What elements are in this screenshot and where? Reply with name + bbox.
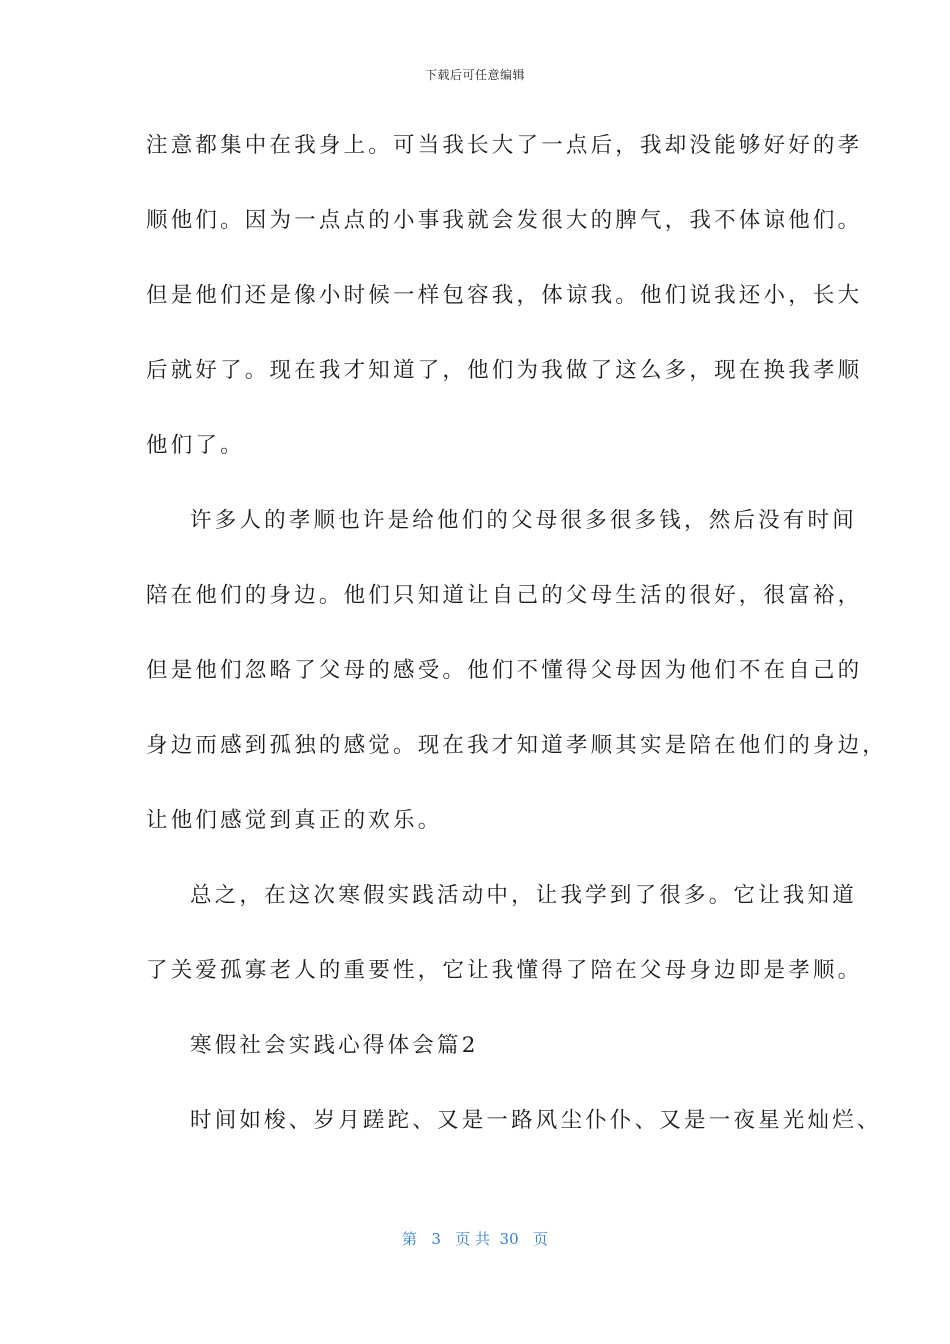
paragraph-line: 注意都集中在我身上。可当我长大了一点后，我却没能够好好的孝 xyxy=(146,133,863,158)
paragraph-line: 陪在他们的身边。他们只知道让自己的父母生活的很好，很富裕， xyxy=(146,583,863,608)
paragraph-line: 总之，在这次寒假实践活动中，让我学到了很多。它让我知道 xyxy=(190,883,857,908)
section-heading: 寒假社会实践心得体会篇2 xyxy=(190,1033,479,1058)
page-footer xyxy=(0,1228,950,1249)
paragraph-line: 他们了。 xyxy=(146,433,245,458)
document-body xyxy=(146,122,888,1172)
paragraph-line: 但是他们还是像小时候一样包容我，体谅我。他们说我还小，长大 xyxy=(146,283,863,308)
paragraph-line: 但是他们忽略了父母的感受。他们不懂得父母因为他们不在自己的 xyxy=(146,658,863,683)
page-label-middle: 页 共 xyxy=(455,1230,490,1248)
paragraph-line: 时间如梭、岁月蹉跎、又是一路风尘仆仆、又是一夜星光灿烂、 xyxy=(190,1108,882,1133)
paragraph-line: 后就好了。现在我才知道了，他们为我做了这么多，现在换我孝顺 xyxy=(146,358,863,383)
paragraph-line: 了关爱孤寡老人的重要性，它让我懂得了陪在父母身边即是孝顺。 xyxy=(146,958,863,983)
page-label-prefix: 第 xyxy=(402,1230,418,1248)
page-label-suffix: 页 xyxy=(532,1230,548,1248)
paragraph-line: 让他们感觉到真正的欢乐。 xyxy=(146,808,443,833)
paragraph-line: 身边而感到孤独的感觉。现在我才知道孝顺其实是陪在他们的身边， xyxy=(146,733,888,758)
header-note: 下载后可任意编辑 xyxy=(424,68,525,82)
total-pages-number: 30 xyxy=(499,1230,519,1248)
current-page-number: 3 xyxy=(431,1230,441,1248)
paragraph-line: 许多人的孝顺也许是给他们的父母很多很多钱，然后没有时间 xyxy=(190,508,857,533)
paragraph-line: 顺他们。因为一点点的小事我就会发很大的脾气，我不体谅他们。 xyxy=(146,208,863,233)
